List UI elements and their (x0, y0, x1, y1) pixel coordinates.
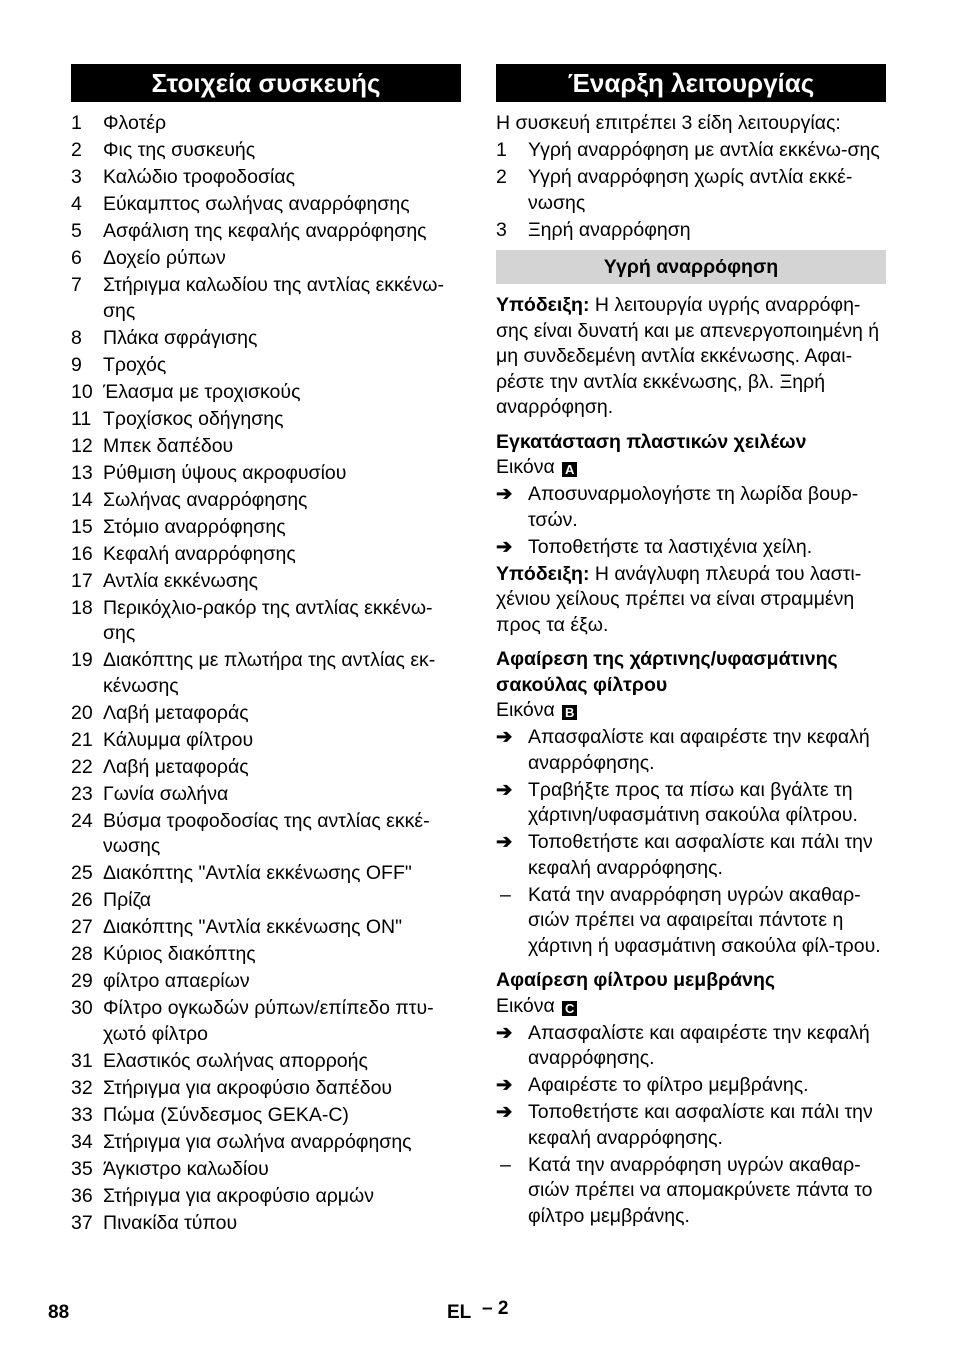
part-item-text: Γωνία σωλήνα (103, 782, 229, 805)
part-item-number: 32 (71, 1076, 93, 1099)
part-item-text: Περικόχλιο-ρακόρ της αντλίας εκκένω-σης (103, 596, 433, 644)
subsection-wet-vacuuming: Υγρή αναρρόφηση (496, 250, 886, 284)
step-item (496, 1100, 886, 1151)
part-item (71, 111, 461, 137)
part-item-text: Στήριγμα για ακροφύσιο αρμών (103, 1184, 375, 1207)
part-item (71, 701, 461, 727)
part-item-text: Άγκιστρο καλωδίου (103, 1157, 269, 1180)
part-item-text: φίλτρο απαερίων (103, 970, 250, 992)
part-item-number: 11 (71, 407, 92, 430)
note-1-text: Η λειτουργία υγρής αναρρόφη-σης είναι δυνατή και με απενεργοποιημένη ή μη συνδεδεμένη αντλία εκκένωσης. Αφαι-ρέστε την αντλία εκκένωσης, βλ. Ξηρή αναρρόφηση. (496, 294, 880, 418)
part-item (71, 1211, 461, 1237)
part-item-number: 19 (71, 649, 93, 671)
part-item-text: Καλώδιο τροφοδοσίας (103, 166, 296, 188)
part-item-text: Πώμα (Σύνδεσμος GEKA-C) (103, 1103, 349, 1126)
dash-text: Κατά την αναρρόφηση υγρών ακαθαρ-σιών πρέπει να απομακρύνετε πάντα το φίλτρο μεμβράνης. (528, 1153, 873, 1227)
part-item (71, 782, 461, 808)
part-item-number: 1 (71, 112, 82, 134)
part-item-text: Φίλτρο ογκωδών ρύπων/επίπεδο πτυ-χωτό φίλτρο (103, 997, 434, 1045)
mode-item (496, 218, 886, 244)
part-item-number: 15 (71, 515, 93, 538)
part-item-number: 33 (71, 1103, 93, 1126)
part-item (71, 755, 461, 781)
part-item-number: 4 (71, 193, 82, 215)
part-item (71, 1130, 461, 1156)
part-item-text: Φλοτέρ (103, 112, 167, 134)
part-item-number: 24 (71, 809, 93, 832)
membrane-steps (496, 1021, 886, 1230)
part-item (71, 515, 461, 541)
part-item-text: Κύριος διακόπτης (103, 943, 256, 965)
dash-item (496, 1153, 886, 1230)
part-item (71, 434, 461, 460)
part-item (71, 942, 461, 968)
part-item-number: 3 (71, 166, 82, 188)
modes-list (496, 138, 886, 243)
part-item-text: Εύκαμπτος σωλήνας αναρρόφησης (103, 193, 410, 215)
mode-item (496, 138, 886, 164)
part-item-number: 26 (71, 889, 93, 911)
figure-a-badge: A (562, 462, 577, 477)
part-item-text: Έλασμα με τροχισκούς (103, 380, 301, 403)
note-1 (496, 293, 886, 421)
step-item (496, 725, 886, 776)
part-item-number: 12 (71, 434, 93, 457)
step-text: Τραβήξτε προς τα πίσω και βγάλτε τη χάρτινη/υφασμάτινη σακούλα φίλτρου. (528, 778, 858, 826)
part-item-number: 25 (71, 862, 93, 884)
mode-item-text: Υγρή αναρρόφηση χωρίς αντλία εκκέ-νωσης (528, 166, 853, 214)
part-item-number: 27 (71, 916, 93, 938)
lips-steps (496, 482, 886, 560)
part-item-number: 9 (71, 353, 82, 376)
language-code: EL (447, 1302, 472, 1323)
dash-bullet: – (500, 883, 511, 906)
part-item-number: 18 (71, 596, 93, 619)
part-item-number: 5 (71, 220, 82, 242)
dash-item (496, 883, 886, 960)
step-text: Αποσυναρμολογήστε τη λωρίδα βουρ-τσών. (528, 483, 859, 531)
arrow-icon: ➔ (496, 483, 513, 505)
part-item-text: Ασφάλιση της κεφαλής αναρρόφησης (103, 220, 427, 242)
part-item-text: Ελαστικός σωλήνας απορροής (103, 1049, 368, 1072)
note-2-label: Υπόδειξη: (496, 562, 590, 585)
part-item (71, 861, 461, 887)
step-text: Τοποθετήστε τα λαστιχένια χείλη. (528, 535, 813, 558)
bag-steps (496, 725, 886, 959)
part-item-number: 35 (71, 1157, 93, 1180)
part-item (71, 461, 461, 487)
note-1-label: Υπόδειξη: (496, 294, 590, 316)
arrow-icon: ➔ (496, 831, 513, 853)
part-item-number: 36 (71, 1184, 93, 1207)
step-item (496, 830, 886, 881)
part-item (71, 219, 461, 245)
part-item-number: 30 (71, 997, 93, 1019)
mode-item-number: 3 (496, 218, 507, 241)
figure-ref-b: Εικόνα B (496, 698, 886, 724)
part-item-text: Κεφαλή αναρρόφησης (103, 542, 296, 565)
part-item (71, 380, 461, 406)
step-item (496, 482, 886, 533)
figure-ref-c: Εικόνα C (496, 994, 886, 1020)
part-item (71, 326, 461, 352)
part-item-number: 34 (71, 1130, 93, 1153)
part-item-text: Πρίζα (103, 889, 152, 911)
step-text: Αφαιρέστε το φίλτρο μεμβράνης. (528, 1074, 809, 1096)
part-item-text: Αντλία εκκένωσης (103, 569, 259, 592)
part-item-text: Ρύθμιση ύψους ακροφυσίου (103, 461, 347, 484)
section-title-device-parts: Στοιχεία συσκευής (71, 64, 461, 102)
part-item-number: 6 (71, 247, 82, 269)
note-2-text: Η ανάγλυφη πλευρά του λαστι-χένιου χείλους πρέπει να είναι στραμμένη προς τα έξω. (496, 562, 862, 636)
step-item (496, 1073, 886, 1099)
part-item-text: Σωλήνας αναρρόφησης (103, 488, 308, 511)
part-item (71, 569, 461, 595)
heading-install-lips: Εγκατάσταση πλαστικών χειλέων (496, 430, 807, 453)
part-item-text: Πλάκα σφράγισης (103, 326, 258, 349)
step-item (496, 535, 886, 561)
part-item (71, 273, 461, 324)
part-item (71, 648, 461, 699)
part-item (71, 969, 461, 995)
part-item-text: Τροχός (103, 353, 167, 376)
part-item (71, 353, 461, 379)
note-2 (496, 562, 886, 639)
part-item-number: 17 (71, 569, 93, 592)
part-item (71, 809, 461, 860)
mode-item-text: Υγρή αναρρόφηση με αντλία εκκένω-σης (528, 139, 880, 161)
part-item-text: Πινακίδα τύπου (103, 1211, 238, 1234)
part-item-text: Δοχείο ρύπων (103, 247, 226, 269)
part-item-text: Διακόπτης "Αντλία εκκένωσης ON" (103, 916, 403, 938)
part-item-text: Στήριγμα καλωδίου της αντλίας εκκένω-σης (103, 274, 444, 322)
part-item-number: 37 (71, 1211, 93, 1234)
arrow-icon: ➔ (496, 726, 513, 748)
part-item-number: 14 (71, 488, 93, 511)
part-item (71, 915, 461, 941)
part-item (71, 542, 461, 568)
part-item (71, 407, 461, 433)
part-item (71, 596, 461, 647)
part-item (71, 192, 461, 218)
arrow-icon: ➔ (496, 1101, 513, 1123)
part-item-number: 8 (71, 326, 82, 349)
parts-list (71, 111, 461, 1236)
part-item-number: 7 (71, 274, 82, 296)
part-item (71, 488, 461, 514)
mode-item-number: 1 (496, 139, 507, 161)
part-item-number: 10 (71, 380, 93, 403)
left-column (71, 64, 461, 1238)
heading-remove-filter-bag: Αφαίρεση της χάρτινης/υφασμάτινης σακούλας φίλτρου (496, 648, 838, 696)
dash-text: Κατά την αναρρόφηση υγρών ακαθαρ-σιών πρέπει να αφαιρείται πάντοτε η χάρτινη ή υφασμάτινη σακούλα φίλ-τρου. (528, 883, 881, 957)
page-number: 88 (48, 1302, 70, 1323)
part-item-number: 20 (71, 701, 93, 724)
part-item-text: Βύσμα τροφοδοσίας της αντλίας εκκέ-νωσης (103, 809, 430, 857)
arrow-icon: ➔ (496, 1021, 513, 1044)
part-item-number: 13 (71, 461, 93, 484)
part-item-text: Λαβή μεταφοράς (103, 755, 249, 778)
part-item (71, 138, 461, 164)
part-item-number: 29 (71, 970, 93, 992)
part-item-number: 23 (71, 782, 93, 805)
part-item-text: Λαβή μεταφοράς (103, 701, 249, 724)
mode-item-text: Ξηρή αναρρόφηση (528, 218, 691, 241)
part-item (71, 1049, 461, 1075)
part-item-text: Μπεκ δαπέδου (103, 434, 234, 457)
arrow-icon: ➔ (496, 1074, 513, 1096)
arrow-icon: ➔ (496, 778, 513, 801)
step-item (496, 778, 886, 829)
part-item-number: 21 (71, 728, 93, 751)
intro-text: Η συσκευή επιτρέπει 3 είδη λειτουργίας: (496, 112, 841, 134)
part-item-text: Στόμιο αναρρόφησης (103, 515, 286, 538)
step-text: Τοποθετήστε και ασφαλίστε και πάλι την κεφαλή αναρρόφησης. (528, 1101, 873, 1149)
part-item-text: Διακόπτης με πλωτήρα της αντλίας εκ-κένωσης (103, 649, 436, 697)
part-item-number: 2 (71, 139, 82, 161)
arrow-icon: ➔ (496, 535, 513, 558)
part-item (71, 165, 461, 191)
section-title-start-up: Έναρξη λειτουργίας (496, 64, 886, 102)
part-item (71, 728, 461, 754)
part-item (71, 888, 461, 914)
part-item-text: Στήριγμα για σωλήνα αναρρόφησης (103, 1130, 412, 1153)
part-item-number: 22 (71, 755, 93, 778)
mode-item (496, 165, 886, 216)
part-item (71, 1076, 461, 1102)
part-item-text: Στήριγμα για ακροφύσιο δαπέδου (103, 1076, 393, 1099)
figure-c-badge: C (562, 1001, 577, 1016)
figure-ref-a: Εικόνα A (496, 455, 886, 481)
step-text: Τοποθετήστε και ασφαλίστε και πάλι την κεφαλή αναρρόφησης. (528, 831, 873, 879)
mode-item-number: 2 (496, 166, 507, 188)
part-item (71, 246, 461, 272)
part-item-text: Διακόπτης "Αντλία εκκένωσης OFF" (103, 862, 412, 884)
part-item-number: 16 (71, 542, 93, 565)
part-item-number: 28 (71, 943, 93, 965)
dash-bullet: – (500, 1153, 511, 1176)
step-text: Απασφαλίστε και αφαιρέστε την κεφαλή αναρρόφησης. (528, 1021, 870, 1069)
part-item (71, 1184, 461, 1210)
part-item-text: Κάλυμμα φίλτρου (103, 728, 254, 751)
right-column (496, 64, 886, 1231)
step-item (496, 1021, 886, 1072)
figure-b-badge: B (562, 705, 577, 720)
part-item-text: Φις της συσκευής (103, 139, 256, 161)
part-item (71, 996, 461, 1047)
step-text: Απασφαλίστε και αφαιρέστε την κεφαλή αναρρόφησης. (528, 726, 870, 774)
heading-remove-membrane-filter: Αφαίρεση φίλτρου μεμβράνης (496, 969, 776, 991)
sub-page-number: – 2 (482, 1298, 509, 1319)
part-item (71, 1103, 461, 1129)
part-item-number: 31 (71, 1049, 93, 1072)
part-item (71, 1157, 461, 1183)
part-item-text: Τροχίσκος οδήγησης (103, 407, 284, 430)
